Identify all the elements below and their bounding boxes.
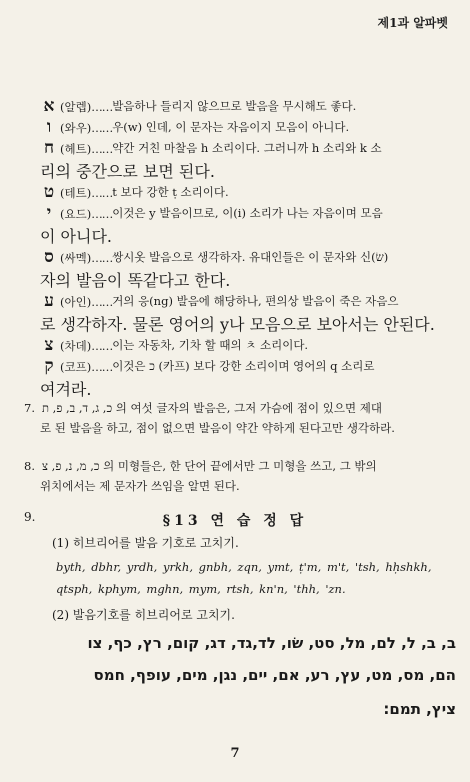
item-9-number: 9. [24,510,36,524]
leader-dots: …… [91,142,113,156]
leader-dots: …… [91,121,113,135]
leader-dots: …… [91,100,113,114]
subsection-2: (2) 발음기호를 히브리어로 고치기. [52,608,235,622]
leader-dots: …… [91,295,113,309]
hebrew-letter: ע [44,291,54,311]
entry-text: 이것은 כ (카프) 보다 강한 소리이며 영어의 q 소리로 [112,359,375,373]
hebrew-line-2: הם, מס, מט, עץ, רע, אם, יים, נגן, מים, עופף, חמס [93,666,456,684]
entry-text: 발음하나 들리지 않으므로 발음을 무시해도 좋다. [112,99,357,113]
subsection-1: (1) 히브리어를 발음 기호로 고치기. [52,536,239,550]
hebrew-letter: צ [44,335,54,355]
item-text-cont: 위치에서는 제 문자가 쓰임을 알면 된다. [40,479,240,493]
entry-continuation: 로 생각하자. 물론 영어의 y나 모음으로 보아서는 안된다. [40,315,435,334]
hebrew-letter: ט [43,182,55,202]
letter-entry [40,182,452,203]
letter-entry [40,96,452,117]
item-text-cont: 로 된 발음을 하고, 점이 없으면 발음이 약간 약하게 된다고만 생각하라. [40,421,395,435]
hebrew-letter: ח [43,138,55,158]
entry-text: t 보다 강한 ṭ 소리이다. [112,185,229,199]
hebrew-letter: ס [44,247,54,267]
letter-entries [40,96,452,400]
leader-dots: …… [91,360,113,374]
item-text: כ, מ, נ, פ, צ 의 미형들은, 한 단어 끝에서만 그 미형을 쓰고, 그 밖의 [42,459,377,473]
page-number: 7 [230,746,240,761]
letter-name: (요드) [60,207,92,221]
leader-dots: …… [91,251,113,265]
item-number: 7. [24,401,35,415]
item-7 [24,398,450,438]
entry-continuation: 리의 중간으로 보면 된다. [40,162,215,181]
letter-entry [40,247,452,291]
letter-entry [40,356,452,400]
transliteration-line-2: qtsph, kphym, mghn, mym, rtsh, kn'n, 'thh, 'zn. [56,582,346,596]
letter-entry [40,203,452,247]
transliteration-line-1: byth, dbhr, yrdh, yrkh, gnbh, zqn, ymt, ṭ'm, m't, 'tsh, hḥshkh, [56,560,432,574]
entry-text: 쌍시옷 발음으로 생각하자. 유대인들은 이 문자와 신(שׂ) [112,250,389,264]
hebrew-line-1: ב, ב, ל, לם, מל, סט, שׂו, לד,גד, דג, קום, רץ, כף, צו [87,634,456,652]
entry-continuation: 이 아니다. [40,227,112,246]
entry-text: 이것은 y 발음이므로, 이(i) 소리가 나는 자음이며 모음 [112,206,383,220]
entry-text: 거의 응(ng) 발음에 해당하나, 편의상 발음이 죽은 자음으 [112,294,399,308]
hebrew-line-3: ציץ, תמם: [383,700,456,718]
entry-continuation: 여겨라. [40,380,92,399]
hebrew-letter: א [43,96,55,116]
entry-text: 우(w) 인데, 이 문자는 자음이지 모음이 아니다. [112,120,350,134]
hebrew-letter: ק [44,356,54,376]
hebrew-letter: י [46,203,52,223]
running-head: 제1과 알파벳 [377,16,448,30]
letter-name: (아인) [60,295,92,309]
item-number: 8. [24,459,35,473]
leader-dots: …… [91,207,113,221]
letter-name: (알렙) [60,100,92,114]
leader-dots: …… [91,186,113,200]
letter-entry [40,335,452,356]
hebrew-letter: ו [46,117,52,137]
section-title: §13 연 습 정 답 [162,513,308,529]
entry-continuation: 자의 발음이 똑같다고 한다. [40,271,231,290]
letter-name: (와우) [60,121,92,135]
letter-name: (싸멕) [60,251,92,265]
letter-name: (차데) [60,339,92,353]
item-8 [24,456,450,496]
leader-dots: …… [91,339,113,353]
entry-text: 약간 거친 마찰음 h 소리이다. 그러니까 h 소리와 k 소 [112,141,382,155]
letter-entry [40,117,452,138]
letter-entry [40,138,452,182]
letter-name: (테트) [60,186,92,200]
letter-name: (코프) [60,360,92,374]
letter-entry [40,291,452,335]
item-text: כ, ג, ד, ב, פ, ת 의 여섯 글자의 발음은, 그저 가슴에 점이 있으면 제대 [42,401,382,415]
letter-name: (헤트) [60,142,92,156]
entry-text: 이는 자동차, 기차 할 때의 ㅊ 소리이다. [112,338,309,352]
